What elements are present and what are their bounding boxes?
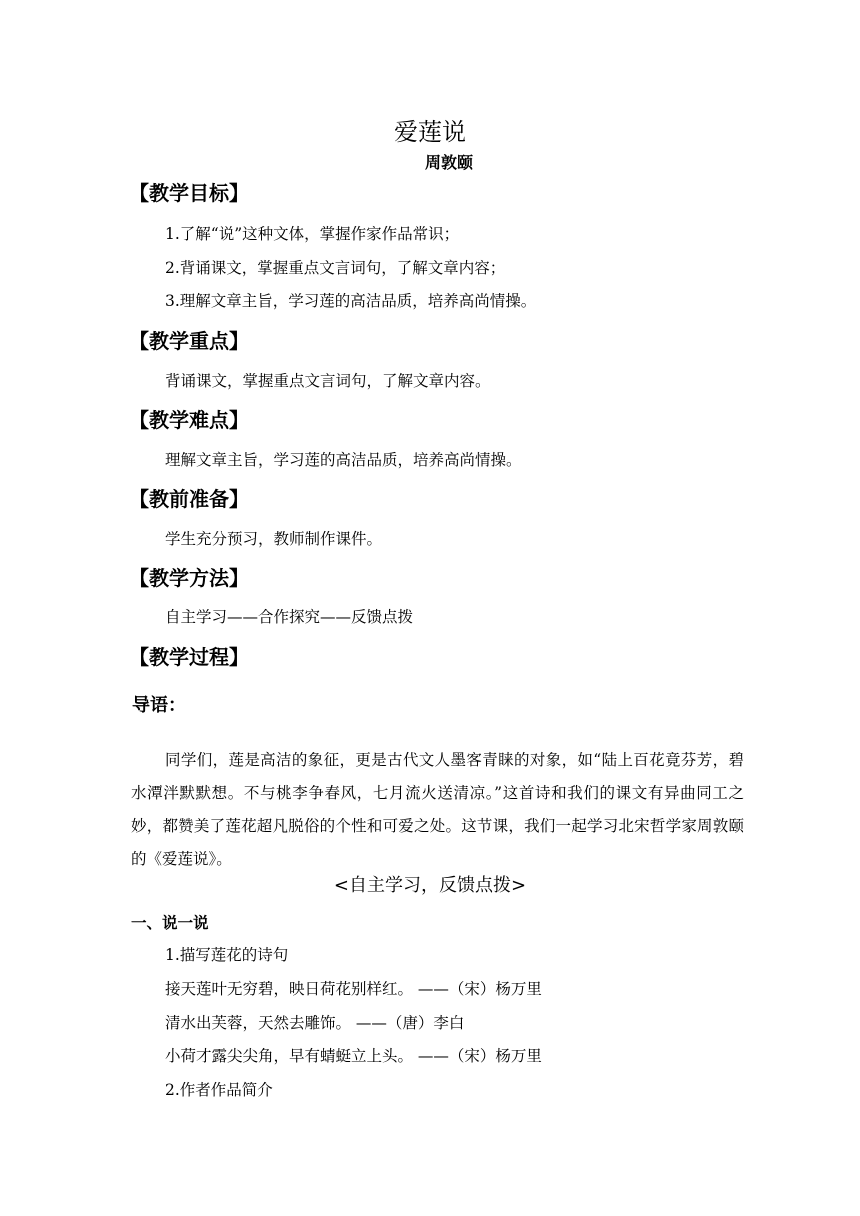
- part1-heading: 一、说一说: [131, 914, 209, 932]
- difficulties-heading: 【教学难点】: [129, 408, 249, 432]
- subsection-title: <自主学习，反馈点拨>: [333, 875, 527, 896]
- part1-item-3: 清水出芙蓉，天然去雕饰。 ——（唐）李白: [165, 1014, 465, 1032]
- part1-item-5: 2.作者作品简介: [165, 1081, 273, 1099]
- process-heading: 【教学过程】: [129, 645, 249, 669]
- intro-label: 导语：: [132, 695, 186, 716]
- key-points-text: 背诵课文，掌握重点文言词句，了解文章内容。: [165, 372, 491, 390]
- objective-item-2: 2.背诵课文，掌握重点文言词句，了解文章内容；: [165, 259, 506, 277]
- preparation-text: 学生充分预习，教师制作课件。: [165, 530, 383, 548]
- document-author: 周敦颐: [425, 153, 474, 172]
- objective-item-1: 1.了解“说”这种文体，掌握作家作品常识；: [165, 225, 460, 243]
- difficulties-text: 理解文章主旨，学习莲的高洁品质，培养高尚情操。: [165, 451, 522, 469]
- key-points-heading: 【教学重点】: [129, 329, 249, 353]
- part1-item-4: 小荷才露尖尖角，早有蜻蜓立上头。 ——（宋）杨万里: [165, 1047, 542, 1065]
- preparation-heading: 【教前准备】: [129, 487, 249, 511]
- part1-item-1: 1.描写莲花的诗句: [165, 946, 289, 964]
- part1-item-2: 接天莲叶无穷碧，映日荷花别样红。 ——（宋）杨万里: [165, 980, 542, 998]
- objective-item-3: 3.理解文章主旨，学习莲的高洁品质，培养高尚情操。: [165, 292, 537, 310]
- methods-text: 自主学习——合作探究——反馈点拨: [165, 608, 414, 626]
- methods-heading: 【教学方法】: [129, 566, 249, 590]
- objectives-heading: 【教学目标】: [129, 181, 249, 205]
- intro-paragraph: 同学们，莲是高洁的象征，更是古代文人墨客青睐的对象，如“陆上百花竟芬芳，碧水潭泮默默想。不与桃李争春风，七月流火送清凉。”这首诗和我们的课文有异曲同工之妙，都赞美了莲花超凡脱俗的个性和可爱之处。这节课，我们一起学习北宋哲学家周敦颐的《爱莲说》。: [131, 751, 744, 868]
- document-title: 爱莲说: [394, 118, 466, 146]
